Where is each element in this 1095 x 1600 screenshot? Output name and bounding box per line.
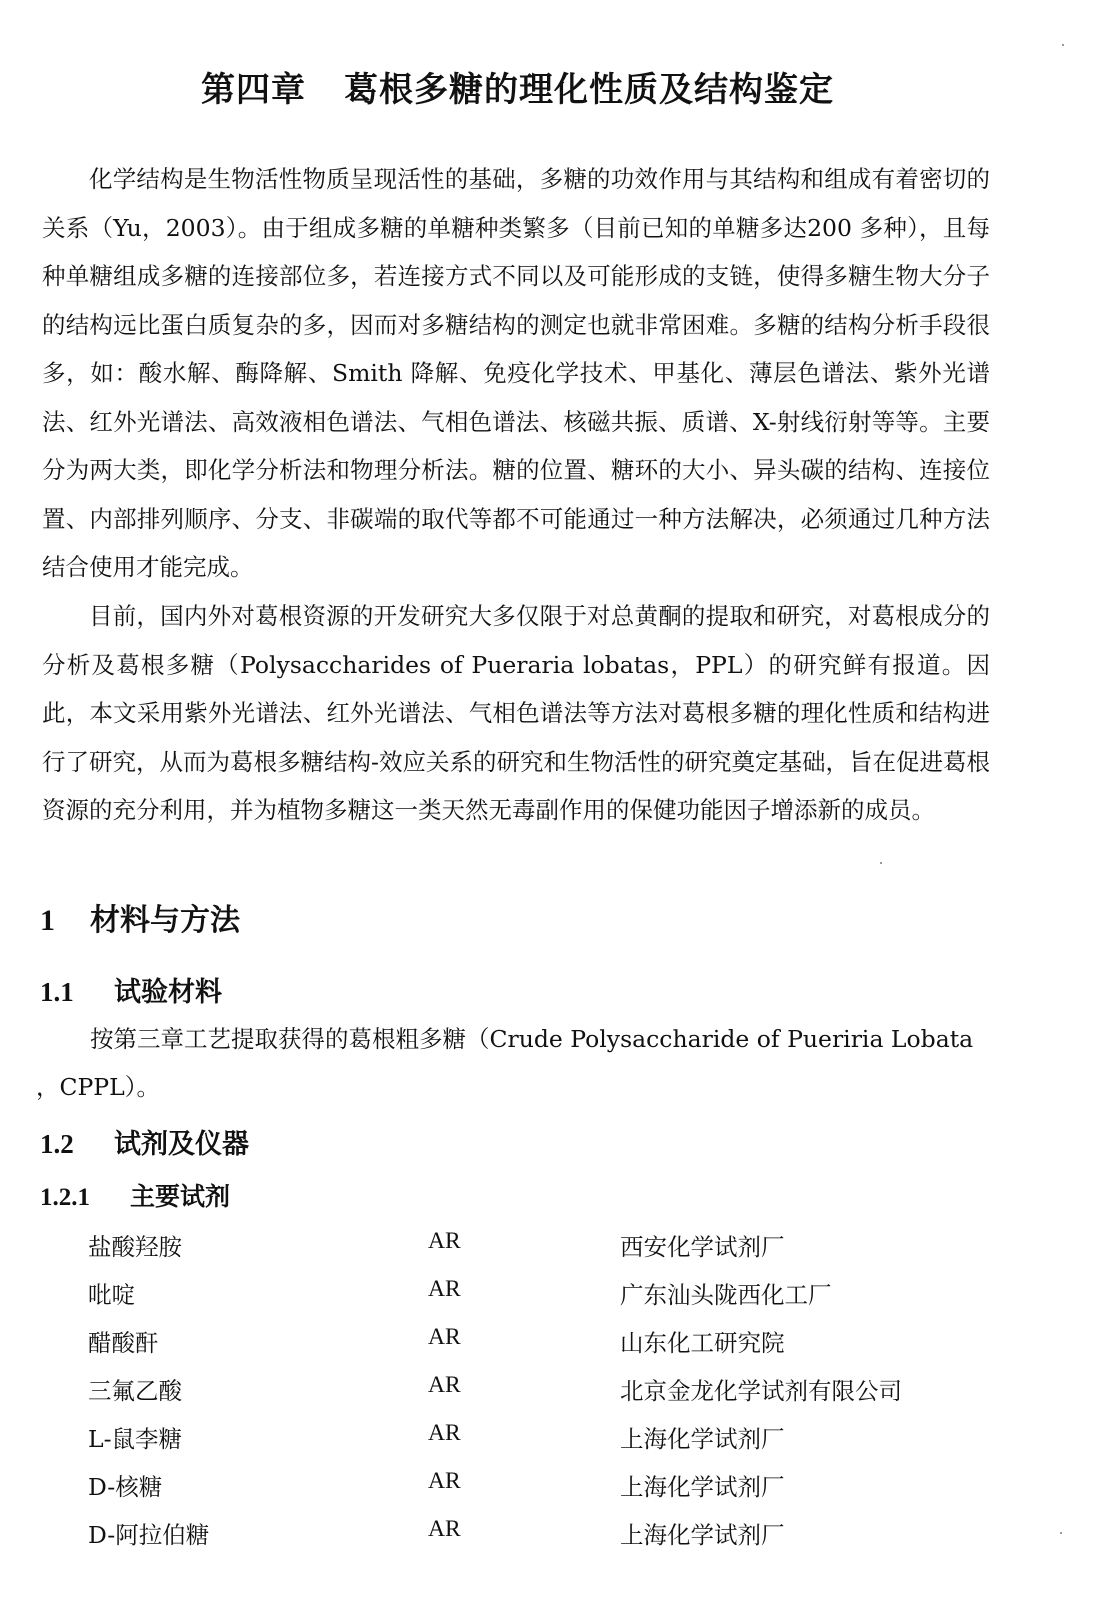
chapter-title bbox=[0, 62, 1035, 111]
reagent-name: 盐酸羟胺 bbox=[88, 1233, 182, 1261]
section-title: 试验材料 bbox=[114, 977, 222, 1008]
reagent-name: L-鼠李糖 bbox=[88, 1425, 183, 1453]
reagent-row bbox=[0, 1324, 1095, 1357]
scan-speck bbox=[880, 862, 882, 864]
section-number: 1.2.1 bbox=[40, 1184, 90, 1211]
reagent-row bbox=[0, 1372, 1095, 1405]
reagent-grade: AR bbox=[428, 1372, 461, 1398]
scan-speck bbox=[1060, 1532, 1062, 1534]
section-heading-1-2-1 bbox=[40, 1177, 230, 1213]
reagent-row bbox=[0, 1276, 1095, 1309]
reagent-row bbox=[0, 1420, 1095, 1453]
reagent-row bbox=[0, 1516, 1095, 1549]
section-title: 材料与方法 bbox=[90, 903, 240, 938]
section-number: 1 bbox=[40, 904, 55, 937]
reagent-source: 上海化学试剂厂 bbox=[620, 1473, 785, 1501]
reagent-name: D-核糖 bbox=[88, 1473, 163, 1501]
reagent-source: 广东汕头陇西化工厂 bbox=[620, 1281, 832, 1309]
reagent-source: 北京金龙化学试剂有限公司 bbox=[620, 1377, 902, 1405]
chapter-label: 第四章 bbox=[201, 70, 306, 110]
reagent-row bbox=[0, 1468, 1095, 1501]
section-number: 1.2 bbox=[40, 1129, 74, 1159]
reagent-source: 山东化工研究院 bbox=[620, 1329, 785, 1357]
reagent-grade: AR bbox=[428, 1276, 461, 1302]
intro-paragraph-1: 化学结构是生物活性物质呈现活性的基础，多糖的功效作用与其结构和组成有着密切的关系（Yu，2003）。由于组成多糖的单糖种类繁多（目前已知的单糖多达200 多种），且每种单糖组成多糖的连接部位多，若连接方式不同以及可能形成的支链，使得多糖生物大分子的结构远比蛋白质复杂的多，因而对多糖结构的测定也就非常困难。多糖的结构分析手段很多，如：酸水解、酶降解、Smith 降解、免疫化学技术、甲基化、薄层色谱法、紫外光谱法、红外光谱法、高效液相色谱法、气相色谱法、核磁共振、质谱、X-射线衍射等等。主要分为两大类，即化学分析法和物理分析法。糖的位置、糖环的大小、异头碳的结构、连接位置、内部排列顺序、分支、非碳端的取代等都不可能通过一种方法解决，必须通过几种方法结合使用才能完成。 bbox=[42, 165, 990, 581]
section-title: 主要试剂 bbox=[130, 1182, 231, 1211]
intro-paragraph-2: 目前，国内外对葛根资源的开发研究大多仅限于对总黄酮的提取和研究，对葛根成分的分析及葛根多糖（Polysaccharides of Pueraria lobatas，PPL）的研究鲜有报道。因此，本文采用紫外光谱法、红外光谱法、气相色谱法等方法对葛根多糖的理化性质和结构进行了研究，从而为葛根多糖结构-效应关系的研究和生物活性的研究奠定基础，旨在促进葛根资源的充分利用，并为植物多糖这一类天然无毒副作用的保健功能因子增添新的成员。 bbox=[42, 602, 990, 824]
section-title: 试剂及仪器 bbox=[114, 1129, 249, 1160]
reagent-name: 醋酸酐 bbox=[88, 1329, 159, 1357]
reagent-grade: AR bbox=[428, 1516, 461, 1542]
scan-speck bbox=[1062, 44, 1064, 46]
reagent-name: 三氟乙酸 bbox=[88, 1377, 182, 1405]
reagent-row bbox=[0, 1228, 1095, 1261]
section-heading-1 bbox=[40, 895, 240, 939]
reagent-name: D-阿拉伯糖 bbox=[88, 1521, 210, 1549]
reagent-source: 西安化学试剂厂 bbox=[620, 1233, 785, 1261]
reagent-grade: AR bbox=[428, 1324, 461, 1350]
reagent-grade: AR bbox=[428, 1228, 461, 1254]
materials-text-line-1: 按第三章工艺提取获得的葛根粗多糖（Crude Polysaccharide of Pueriria Lobata bbox=[90, 1025, 974, 1053]
reagent-source: 上海化学试剂厂 bbox=[620, 1425, 785, 1453]
chapter-title-text: 葛根多糖的理化性质及结构鉴定 bbox=[344, 70, 834, 110]
section-number: 1.1 bbox=[40, 977, 74, 1007]
reagent-grade: AR bbox=[428, 1420, 461, 1446]
reagent-grade: AR bbox=[428, 1468, 461, 1494]
reagent-source: 上海化学试剂厂 bbox=[620, 1521, 785, 1549]
section-heading-1-2 bbox=[40, 1122, 249, 1161]
materials-text-line-2: ，CPPL）。 bbox=[36, 1073, 160, 1101]
reagent-name: 吡啶 bbox=[88, 1281, 135, 1309]
section-heading-1-1 bbox=[40, 970, 222, 1009]
